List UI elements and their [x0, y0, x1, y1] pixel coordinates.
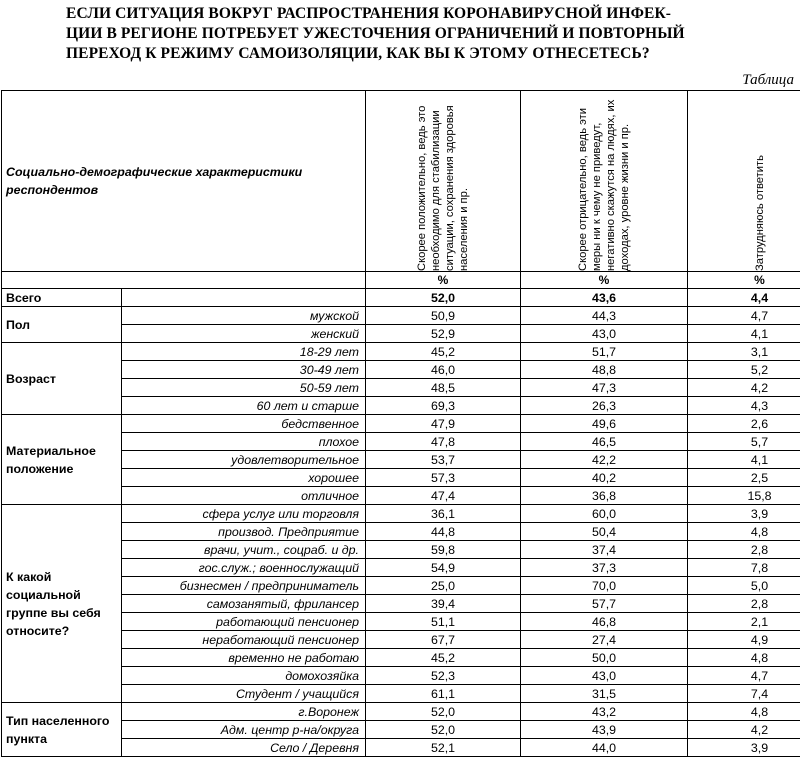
row-label: Адм. центр р-на/округа	[122, 721, 366, 739]
value-cell: 52,9	[366, 325, 521, 343]
column-header	[521, 91, 688, 272]
table-row	[2, 487, 800, 505]
value-cell: 47,8	[366, 433, 521, 451]
row-label: отличное	[122, 487, 366, 505]
value-cell: 50,9	[366, 307, 521, 325]
value-cell: 45,2	[366, 343, 521, 361]
table-row	[2, 631, 800, 649]
value-cell: 4,3	[688, 397, 800, 415]
value-cell: 4,8	[688, 703, 800, 721]
row-label: хорошее	[122, 469, 366, 487]
value-cell: 47,3	[521, 379, 688, 397]
value-cell: 2,5	[688, 469, 800, 487]
table-row	[2, 667, 800, 685]
value-cell: 44,3	[521, 307, 688, 325]
value-cell: 4,7	[688, 667, 800, 685]
value-cell: 5,0	[688, 577, 800, 595]
column-header	[366, 91, 521, 272]
group-label: К какой социальной группе вы себя относите?	[2, 505, 122, 703]
table-row	[2, 433, 800, 451]
value-cell: 53,7	[366, 451, 521, 469]
value-cell: 57,3	[366, 469, 521, 487]
value-cell: 43,2	[521, 703, 688, 721]
total-value: 52,0	[366, 289, 521, 307]
row-label: производ. Предприятие	[122, 523, 366, 541]
value-cell: 45,2	[366, 649, 521, 667]
value-cell: 26,3	[521, 397, 688, 415]
row-label: сфера услуг или торговля	[122, 505, 366, 523]
value-cell: 44,8	[366, 523, 521, 541]
value-cell: 3,9	[688, 739, 800, 757]
row-label: 18-29 лет	[122, 343, 366, 361]
value-cell: 4,2	[688, 379, 800, 397]
value-cell: 5,2	[688, 361, 800, 379]
value-cell: 2,1	[688, 613, 800, 631]
table-row	[2, 307, 800, 325]
row-label: 30-49 лет	[122, 361, 366, 379]
value-cell: 27,4	[521, 631, 688, 649]
value-cell: 4,2	[688, 721, 800, 739]
row-label: Студент / учащийся	[122, 685, 366, 703]
value-cell: 7,8	[688, 559, 800, 577]
group-label: Тип населенного пункта	[2, 703, 122, 757]
value-cell: 44,0	[521, 739, 688, 757]
value-cell: 5,7	[688, 433, 800, 451]
value-cell: 37,4	[521, 541, 688, 559]
row-label: гос.служ.; военнослужащий	[122, 559, 366, 577]
table-row	[2, 379, 800, 397]
total-value: 4,4	[688, 289, 800, 307]
value-cell: 46,5	[521, 433, 688, 451]
value-cell: 61,1	[366, 685, 521, 703]
value-cell: 4,7	[688, 307, 800, 325]
value-cell: 59,8	[366, 541, 521, 559]
title-line: ЦИИ В РЕГИОНЕ ПОТРЕБУЕТ УЖЕСТОЧЕНИЯ ОГРАНИЧЕНИЙ И ПОВТОРНЫЙ	[66, 24, 800, 44]
unit-cell-empty	[2, 272, 366, 289]
value-cell: 43,9	[521, 721, 688, 739]
group-label: Пол	[2, 307, 122, 343]
row-label: женский	[122, 325, 366, 343]
value-cell: 4,1	[688, 451, 800, 469]
row-label: 60 лет и старше	[122, 397, 366, 415]
value-cell: 52,1	[366, 739, 521, 757]
value-cell: 37,3	[521, 559, 688, 577]
row-label: домохозяйка	[122, 667, 366, 685]
value-cell: 31,5	[521, 685, 688, 703]
row-label: работающий пенсионер	[122, 613, 366, 631]
value-cell: 15,8	[688, 487, 800, 505]
table-row	[2, 523, 800, 541]
title-line: ПЕРЕХОД К РЕЖИМУ САМОИЗОЛЯЦИИ, КАК ВЫ К ЭТОМУ ОТНЕСЕТЕСЬ?	[66, 44, 800, 64]
value-cell: 36,8	[521, 487, 688, 505]
value-cell: 47,4	[366, 487, 521, 505]
value-cell: 43,0	[521, 667, 688, 685]
unit-cell: %	[521, 272, 688, 289]
column-header-text: Скорее положительно, ведь это необходимо для стабилизации ситуации, сохранения здоровья населения и пр.	[415, 99, 471, 271]
group-label: Возраст	[2, 343, 122, 415]
value-cell: 46,8	[521, 613, 688, 631]
value-cell: 4,8	[688, 523, 800, 541]
value-cell: 4,9	[688, 631, 800, 649]
table-row	[2, 685, 800, 703]
row-label: плохое	[122, 433, 366, 451]
value-cell: 2,8	[688, 541, 800, 559]
value-cell: 52,0	[366, 703, 521, 721]
value-cell: 49,6	[521, 415, 688, 433]
row-label: бедственное	[122, 415, 366, 433]
table-label: Таблица	[742, 72, 794, 89]
row-label: врачи, учит., соцраб. и др.	[122, 541, 366, 559]
group-header: Социально-демографические характеристики респондентов	[2, 91, 366, 272]
table-row	[2, 613, 800, 631]
row-label: 50-59 лет	[122, 379, 366, 397]
total-row	[2, 289, 800, 307]
table-row	[2, 361, 800, 379]
value-cell: 40,2	[521, 469, 688, 487]
value-cell: 50,4	[521, 523, 688, 541]
group-label: Материальное положение	[2, 415, 122, 505]
value-cell: 48,8	[521, 361, 688, 379]
table-row	[2, 703, 800, 721]
value-cell: 39,4	[366, 595, 521, 613]
row-label: г.Воронеж	[122, 703, 366, 721]
column-header-text: Затрудняюсь ответить	[753, 99, 767, 271]
value-cell: 52,3	[366, 667, 521, 685]
unit-cell: %	[366, 272, 521, 289]
table-row	[2, 739, 800, 757]
value-cell: 51,1	[366, 613, 521, 631]
total-value: 43,6	[521, 289, 688, 307]
table-row	[2, 415, 800, 433]
table-row	[2, 577, 800, 595]
value-cell: 2,6	[688, 415, 800, 433]
row-label: временно не работаю	[122, 649, 366, 667]
row-label: самозанятый, фрилансер	[122, 595, 366, 613]
value-cell: 4,1	[688, 325, 800, 343]
survey-table	[1, 90, 800, 757]
row-label: удовлетворительное	[122, 451, 366, 469]
value-cell: 57,7	[521, 595, 688, 613]
value-cell: 60,0	[521, 505, 688, 523]
table-row	[2, 721, 800, 739]
table-row	[2, 469, 800, 487]
unit-row	[2, 272, 800, 289]
table-row	[2, 505, 800, 523]
value-cell: 42,2	[521, 451, 688, 469]
total-sublabel-empty	[122, 289, 366, 307]
page-title	[66, 4, 800, 64]
value-cell: 46,0	[366, 361, 521, 379]
value-cell: 4,8	[688, 649, 800, 667]
row-label: бизнесмен / предприниматель	[122, 577, 366, 595]
value-cell: 47,9	[366, 415, 521, 433]
value-cell: 69,3	[366, 397, 521, 415]
table-row	[2, 559, 800, 577]
value-cell: 43,0	[521, 325, 688, 343]
value-cell: 67,7	[366, 631, 521, 649]
value-cell: 51,7	[521, 343, 688, 361]
value-cell: 36,1	[366, 505, 521, 523]
value-cell: 2,8	[688, 595, 800, 613]
value-cell: 54,9	[366, 559, 521, 577]
row-label: неработающий пенсионер	[122, 631, 366, 649]
table-row	[2, 541, 800, 559]
value-cell: 70,0	[521, 577, 688, 595]
table-row	[2, 397, 800, 415]
value-cell: 48,5	[366, 379, 521, 397]
column-header	[688, 91, 800, 272]
unit-cell: %	[688, 272, 800, 289]
column-header-text: Скорее отрицательно, ведь эти меры ни к чему не приведут, негативно скажутся на людях, их доходах, уровне жизни и пр.	[576, 99, 632, 271]
table-row	[2, 649, 800, 667]
header-row	[2, 91, 800, 272]
total-label: Всего	[2, 289, 122, 307]
table-row	[2, 595, 800, 613]
value-cell: 7,4	[688, 685, 800, 703]
value-cell: 25,0	[366, 577, 521, 595]
table-row	[2, 451, 800, 469]
row-label: мужской	[122, 307, 366, 325]
title-line: ЕСЛИ СИТУАЦИЯ ВОКРУГ РАСПРОСТРАНЕНИЯ КОРОНАВИРУСНОЙ ИНФЕК-	[66, 4, 800, 24]
row-label: Село / Деревня	[122, 739, 366, 757]
value-cell: 3,9	[688, 505, 800, 523]
table-row	[2, 343, 800, 361]
value-cell: 52,0	[366, 721, 521, 739]
value-cell: 3,1	[688, 343, 800, 361]
table-row	[2, 325, 800, 343]
value-cell: 50,0	[521, 649, 688, 667]
